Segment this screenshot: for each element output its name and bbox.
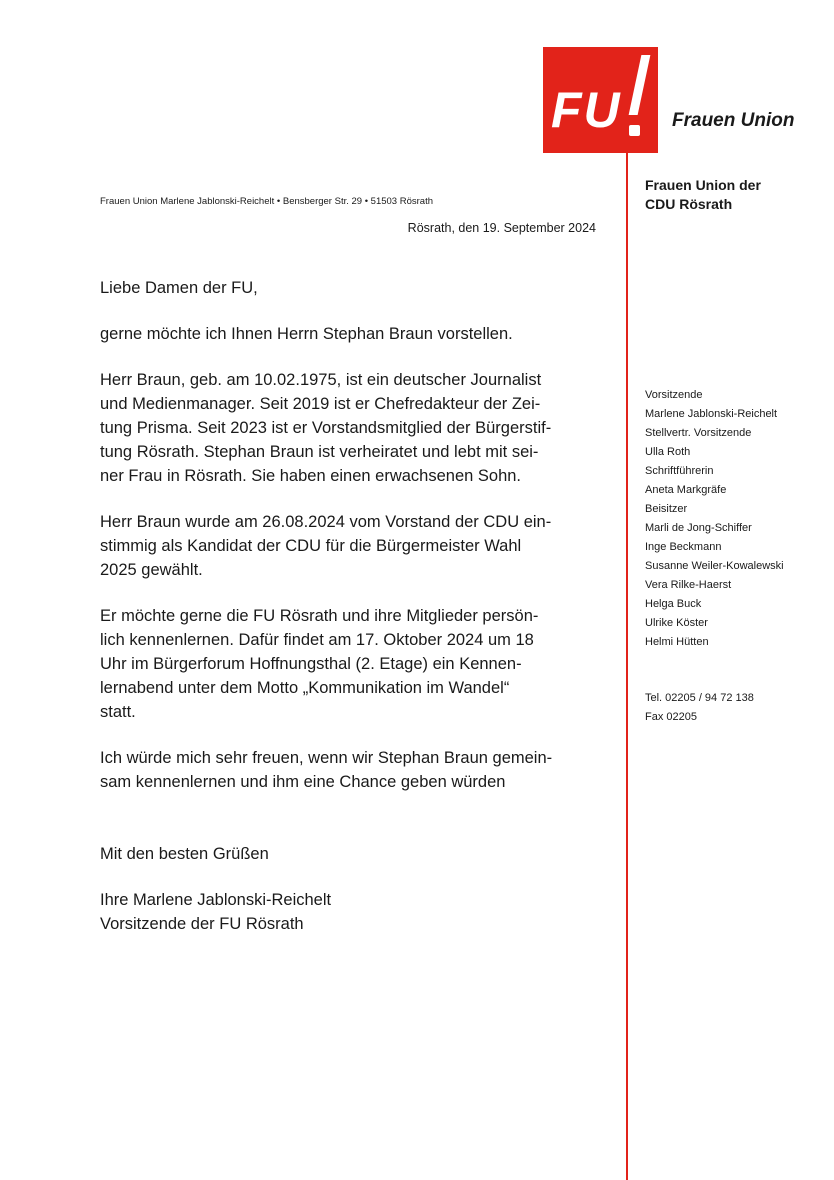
letter-date: Rösrath, den 19. September 2024 xyxy=(407,221,596,235)
list-item: Stellvertr. Vorsitzende xyxy=(645,427,752,439)
text-line: lich kennenlernen. Dafür findet am 17. Oktober 2024 um 18 xyxy=(100,631,534,649)
paragraph-3 xyxy=(100,604,605,724)
list-item: Inge Beckmann xyxy=(645,541,722,553)
list-item: Vera Rilke-Haerst xyxy=(645,579,732,591)
text-line: Herr Braun, geb. am 10.02.1975, ist ein deutscher Journalist xyxy=(100,371,542,389)
list-item: Helmi Hütten xyxy=(645,636,709,648)
text-line: 2025 gewählt. xyxy=(100,561,203,579)
list-item: Schriftführerin xyxy=(645,465,714,477)
list-item: Beisitzer xyxy=(645,503,688,515)
list-item: Vorsitzende xyxy=(645,389,703,401)
paragraph-4 xyxy=(100,746,605,794)
list-item: Marli de Jong-Schiffer xyxy=(645,522,752,534)
intro-paragraph: gerne möchte ich Ihnen Herrn Stephan Braun vorstellen. xyxy=(100,325,513,343)
logo-exclamation-icon xyxy=(629,55,651,115)
list-item: Ulla Roth xyxy=(645,446,691,458)
list-item: Marlene Jablonski-Reichelt xyxy=(645,408,778,420)
text-line: tung Rösrath. Stephan Braun ist verheiratet und lebt mit sei- xyxy=(100,443,539,461)
text-line: stimmig als Kandidat der CDU für die Bürgermeister Wahl xyxy=(100,537,522,555)
text-line: Uhr im Bürgerforum Hoffnungsthal (2. Etage) ein Kennen- xyxy=(100,655,522,673)
letter-body xyxy=(100,276,605,936)
signature xyxy=(100,888,605,936)
paragraph-1 xyxy=(100,368,605,488)
text-line: und Medienmanager. Seit 2019 ist er Chefredakteur der Zei- xyxy=(100,395,541,413)
sender-address-line: Frauen Union Marlene Jablonski-Reichelt • Bensberger Str. 29 • 51503 Rösrath xyxy=(100,196,433,207)
signature-title: Vorsitzende der FU Rösrath xyxy=(100,915,304,933)
text-line: Ich würde mich sehr freuen, wenn wir Stephan Braun gemein- xyxy=(100,749,553,767)
signature-name: Ihre Marlene Jablonski-Reichelt xyxy=(100,891,332,909)
salutation: Liebe Damen der FU, xyxy=(100,279,258,297)
list-item: Susanne Weiler-Kowalewski xyxy=(645,560,784,572)
text-line: tung Prisma. Seit 2023 ist er Vorstandsmitglied der Bürgerstif- xyxy=(100,419,552,437)
sidebar-title-line: CDU Rösrath xyxy=(645,196,733,212)
logo-org-name: Frauen Union xyxy=(672,110,795,131)
board-members-list xyxy=(645,386,830,652)
logo-mark: FU xyxy=(551,82,622,138)
phone-number: Tel. 02205 / 94 72 138 xyxy=(645,692,754,704)
text-line: lernabend unter dem Motto „Kommunikation im Wandel“ xyxy=(100,679,510,697)
closing: Mit den besten Grüßen xyxy=(100,845,269,863)
list-item: Aneta Markgräfe xyxy=(645,484,727,496)
red-margin-line xyxy=(626,150,628,1180)
text-line: Herr Braun wurde am 26.08.2024 vom Vorstand der CDU ein- xyxy=(100,513,552,531)
logo-exclamation-dot-icon xyxy=(629,125,640,136)
text-line: Er möchte gerne die FU Rösrath und ihre Mitglieder persön- xyxy=(100,607,539,625)
sidebar-title-line: Frauen Union der xyxy=(645,177,761,193)
paragraph-2 xyxy=(100,510,605,582)
list-item: Helga Buck xyxy=(645,598,702,610)
fu-logo xyxy=(543,47,658,153)
list-item: Ulrike Köster xyxy=(645,617,708,629)
fax-number: Fax 02205 xyxy=(645,711,697,723)
text-line: sam kennenlernen und ihm eine Chance geben würden xyxy=(100,773,506,791)
text-line: ner Frau in Rösrath. Sie haben einen erwachsenen Sohn. xyxy=(100,467,522,485)
contact-info xyxy=(645,689,830,727)
sidebar-title xyxy=(645,176,815,214)
text-line: statt. xyxy=(100,703,136,721)
